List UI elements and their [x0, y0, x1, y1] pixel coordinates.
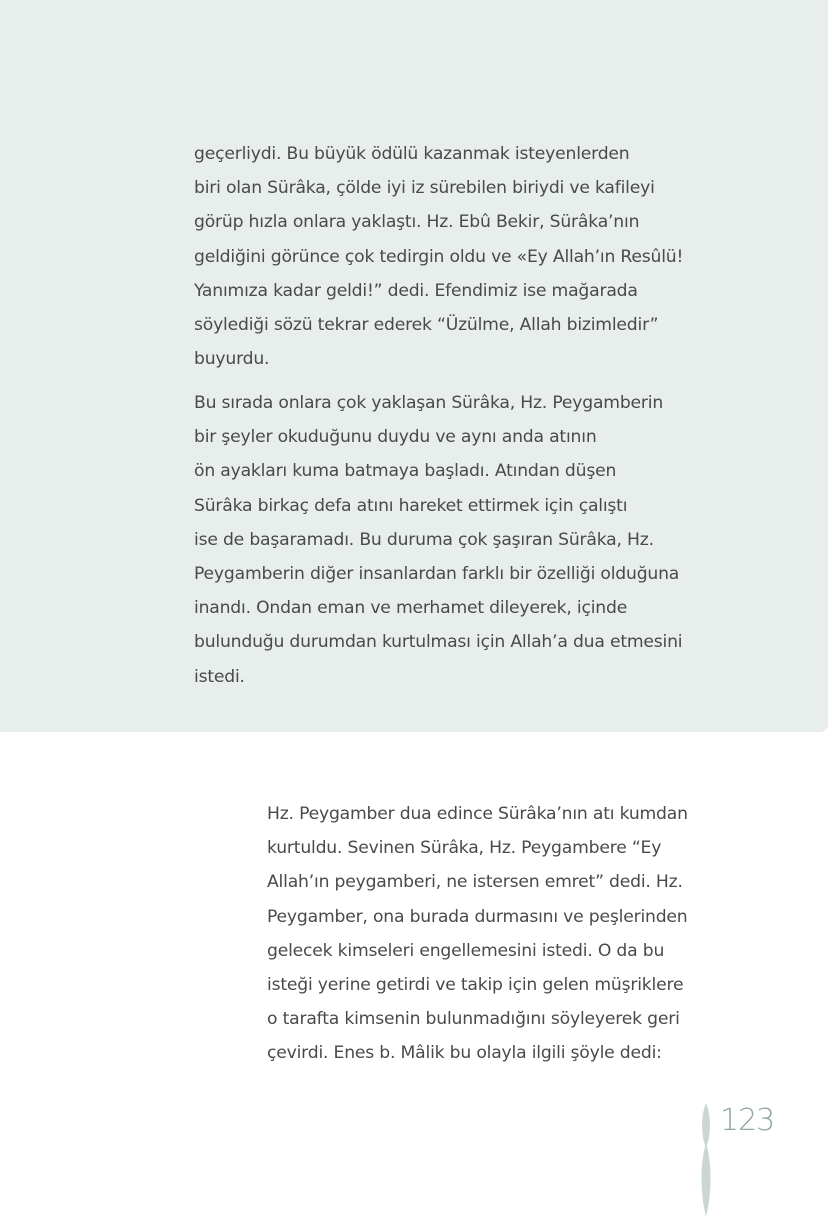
- text-line: çevirdi. Enes b. Mâlik bu olayla ilgili şöyle dedi:: [267, 1043, 662, 1064]
- text-line: gelecek kimseleri engellemesini istedi. O da bu: [267, 940, 665, 961]
- text-line: ön ayakları kuma batmaya başladı. Atından düşen: [194, 461, 617, 482]
- text-line: Yanımıza kadar geldi!” dedi. Efendimiz ise mağarada: [194, 280, 638, 301]
- text-line: geçerliydi. Bu büyük ödülü kazanmak isteyenlerden: [194, 144, 630, 164]
- text-line: geldiğini görünce çok tedirgin oldu ve «Ey Allah’ın Resûlü!: [194, 246, 684, 267]
- text-line: söylediği sözü tekrar ederek “Üzülme, Allah bizimledir”: [194, 315, 659, 336]
- text-line: Sürâka birkaç defa atını hareket ettirmek için çalıştı: [194, 495, 628, 516]
- page-number: 123: [720, 1103, 775, 1138]
- text-line: Peygamberin diğer insanlardan farklı bir özelliği olduğuna: [194, 564, 680, 585]
- text-line: isteği yerine getirdi ve takip için gelen müşriklere: [267, 975, 684, 996]
- text-line: Bu sırada onlara çok yaklaşan Sürâka, Hz. Peygamberin: [194, 393, 664, 413]
- text-line: Peygamber, ona burada durmasını ve peşlerinden: [267, 906, 688, 927]
- text-line: o tarafta kimsenin bulunmadığını söyleyerek geri: [267, 1009, 680, 1030]
- body-paragraph: [267, 797, 688, 1071]
- text-line: inandı. Ondan eman ve merhamet dileyerek, içinde: [194, 598, 628, 619]
- text-line: bulunduğu durumdan kurtulması için Allah’a dua etmesini: [194, 632, 683, 653]
- text-line: Allah’ın peygamberi, ne istersen emret” dedi. Hz.: [267, 872, 683, 893]
- text-line: bir şeyler okuduğunu duydu ve aynı anda atının: [194, 427, 597, 448]
- text-line: istedi.: [194, 666, 245, 687]
- panel-paragraph-1: [194, 137, 683, 376]
- text-line: ise de başaramadı. Bu duruma çok şaşıran Sürâka, Hz.: [194, 529, 654, 550]
- text-line: Hz. Peygamber dua edince Sürâka’nın atı kumdan: [267, 804, 688, 824]
- panel-paragraph-2: [194, 386, 682, 694]
- text-line: buyurdu.: [194, 349, 270, 370]
- text-line: görüp hızla onlara yaklaştı. Hz. Ebû Bekir, Sürâka’nın: [194, 212, 640, 233]
- page-ornament-icon: [698, 1103, 714, 1217]
- text-line: biri olan Sürâka, çölde iyi iz sürebilen biriydi ve kafileyi: [194, 178, 655, 199]
- text-line: kurtuldu. Sevinen Sürâka, Hz. Peygambere “Ey: [267, 838, 662, 859]
